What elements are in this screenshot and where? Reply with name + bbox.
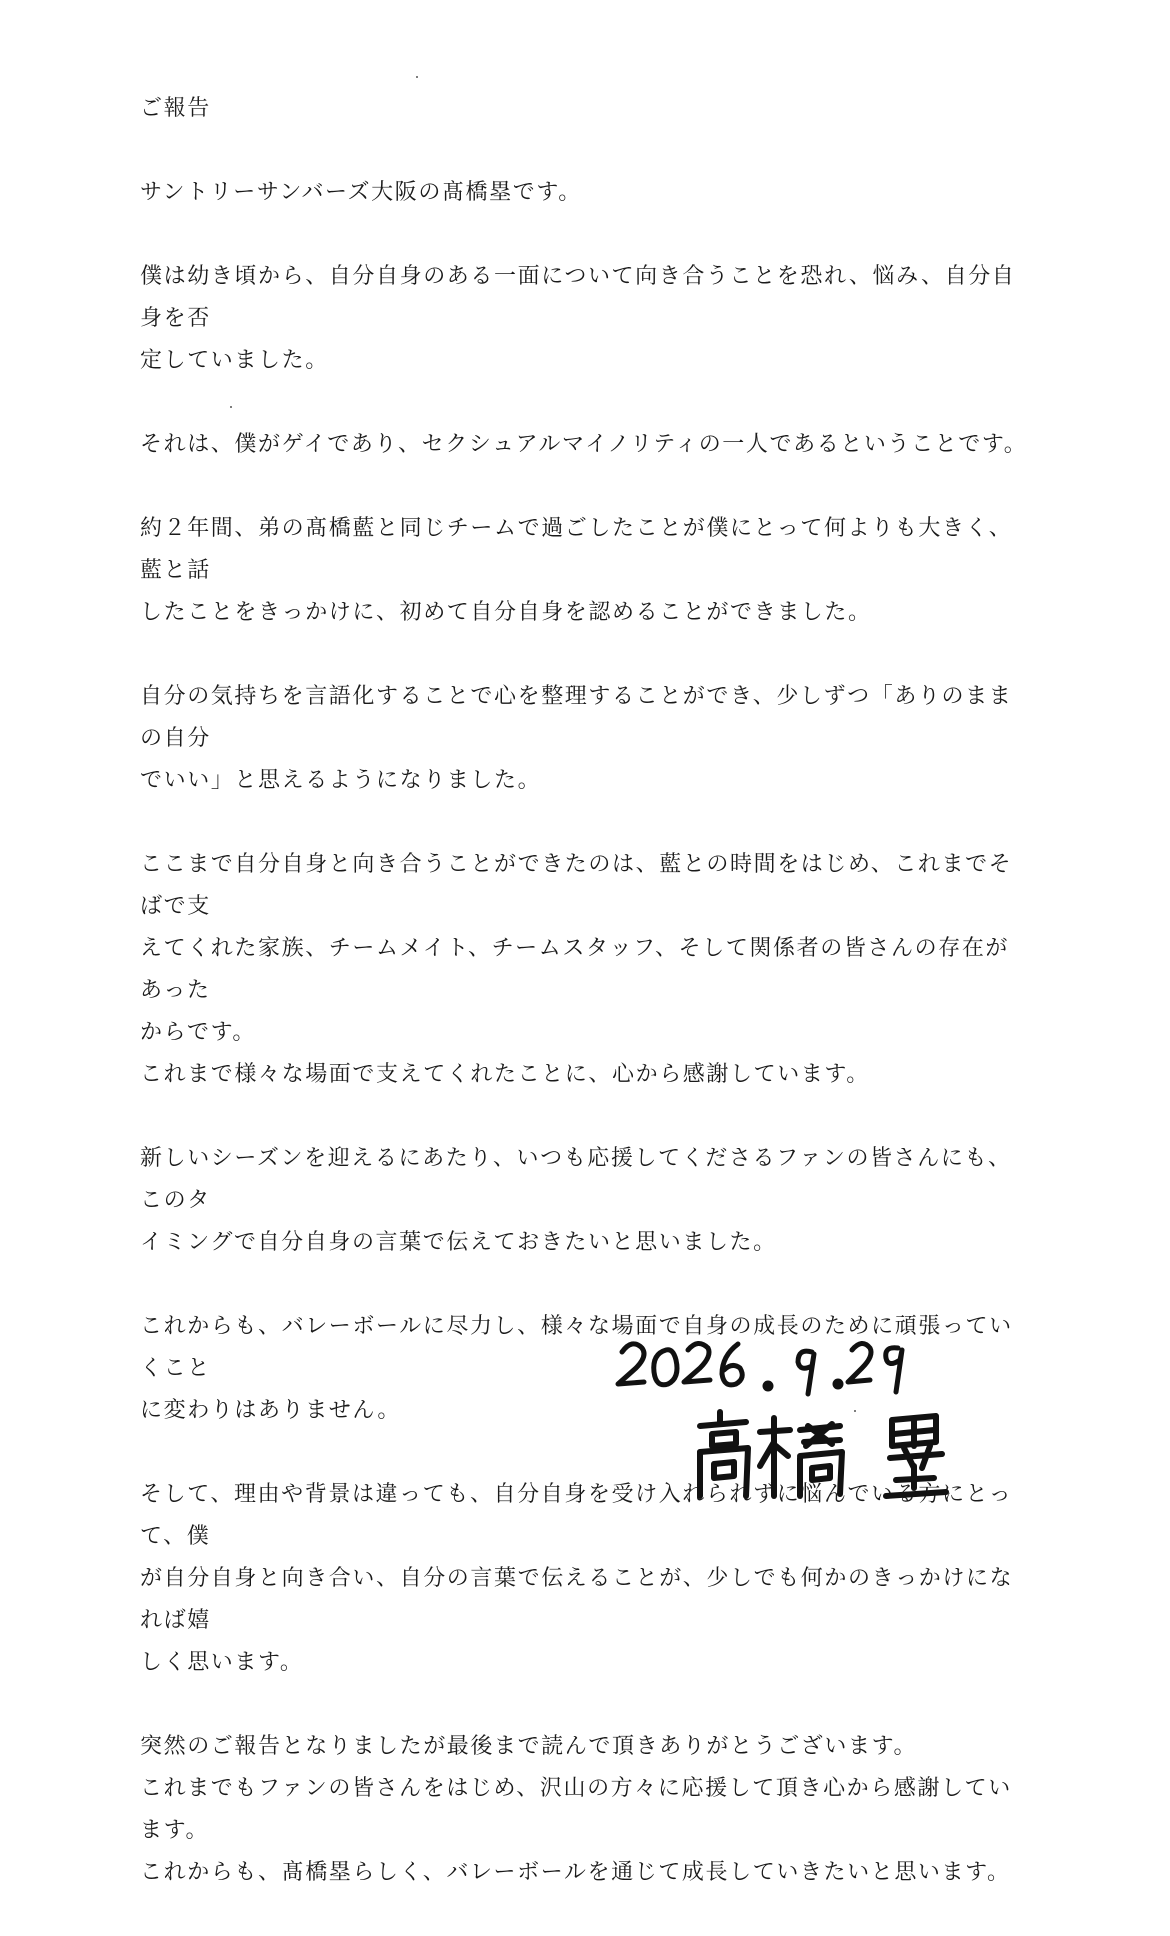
scan-speck — [230, 406, 232, 408]
paragraph-6: ここまで自分自身と向き合うことができたのは、藍との時間をはじめ、これまでそばで支 えてくれた家族、チームメイト、チームスタッフ、そして関係者の皆さんの存在があった からです。 これまで様々な場面で支えてくれたことに、心から感謝しています。 — [140, 852, 1013, 1087]
paragraph-7: 新しいシーズンを迎えるにあたり、いつも応援してくださるファンの皆さんにも、このタ イミングで自分自身の言葉で伝えておきたいと思いました。 — [140, 1146, 1012, 1255]
paragraph-3: それは、僕がゲイであり、セクシュアルマイノリティの一人であるということです。 — [140, 432, 1028, 457]
paragraph-10: 突然のご報告となりましたが最後まで読んで頂きありがとうございます。 これまでもファンの皆さんをはじめ、沢山の方々に応援して頂き心から感謝しています。 これからも、髙橋塁らしく、バレーボールを通じて成長していきたいと思います。 — [140, 1734, 1012, 1885]
paragraph-9: そして、理由や背景は違っても、自分自身を受け入れられずに悩んでいる方にとって、僕 が自分自身と向き合い、自分の言葉で伝えることが、少しでも何かのきっかけになれば嬉 しく思います。 — [140, 1482, 1014, 1675]
paragraph-1: サントリーサンバーズ大阪の髙橋塁です。 — [140, 180, 582, 205]
scan-speck — [416, 76, 418, 78]
letter-body — [140, 88, 1030, 1936]
paragraph-8: これからも、バレーボールに尽力し、様々な場面で自身の成長のために頑張っていくこと に変わりはありません。 — [140, 1314, 1013, 1423]
handwritten-signature — [700, 1412, 946, 1496]
paragraph-5: 自分の気持ちを言語化することで心を整理することができ、少しずつ「ありのままの自分 でいい」と思えるようになりました。 — [140, 684, 1013, 793]
letter-heading: ご報告 — [140, 96, 211, 121]
handwritten-date-and-signature — [600, 1330, 1020, 1530]
scan-speck — [854, 1410, 856, 1412]
paragraph-4: 約２年間、弟の髙橋藍と同じチームで過ごしたことが僕にとって何よりも大きく、藍と話 したことをきっかけに、初めて自分自身を認めることができました。 — [140, 516, 1013, 625]
paragraph-2: 僕は幼き頃から、自分自身のある一面について向き合うことを恐れ、悩み、自分自身を否 定していました。 — [140, 264, 1016, 373]
handwritten-date — [618, 1343, 902, 1394]
